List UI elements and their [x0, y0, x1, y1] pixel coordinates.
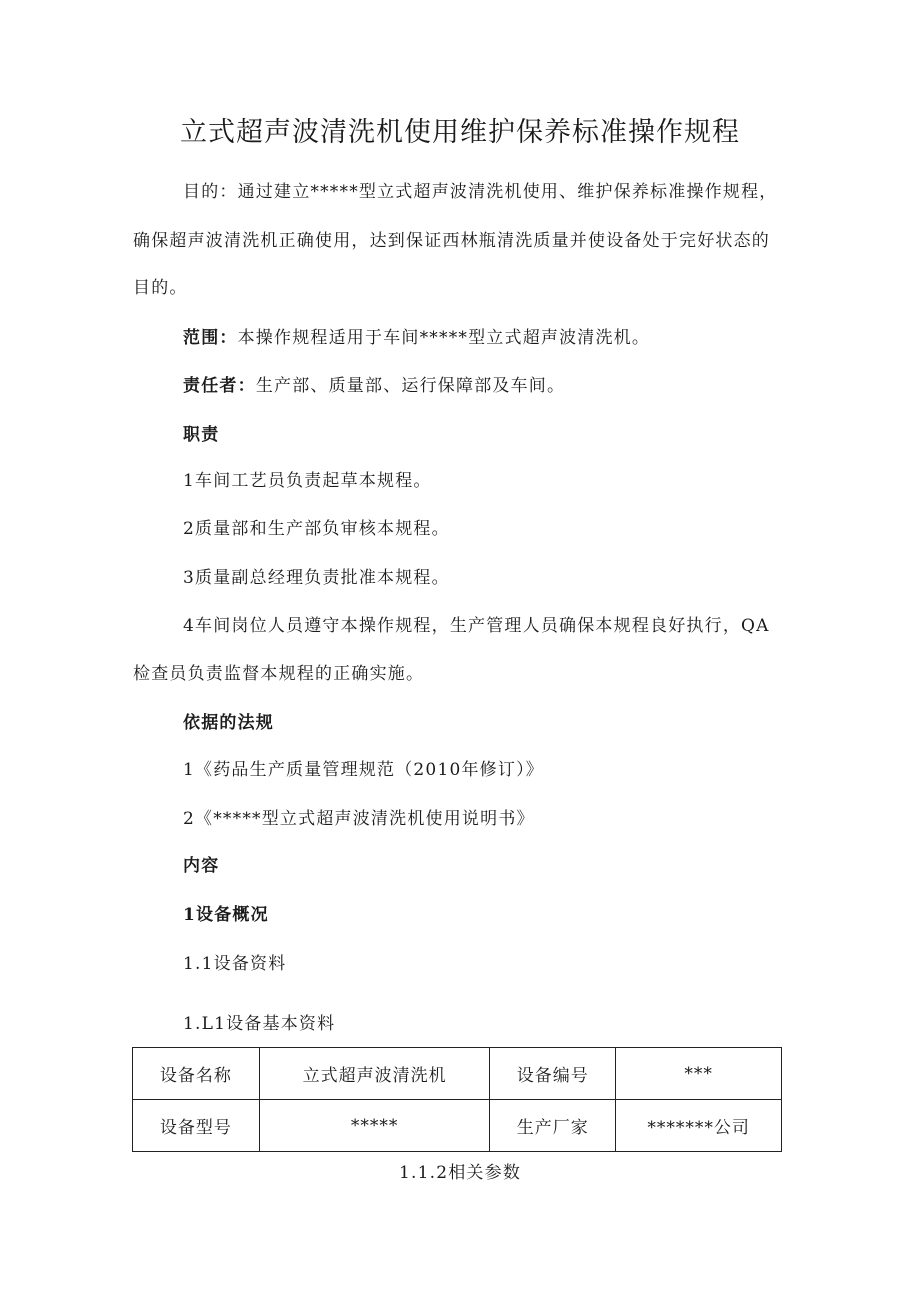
duty-item-3: 3质量副总经理负责批准本规程。: [183, 568, 450, 588]
regulations-heading: 依据的法规: [183, 713, 274, 733]
section-1-1-1-heading: 1.L1设备基本资料: [183, 1014, 336, 1034]
responsibility-paragraph: [183, 373, 565, 399]
document-title: 立式超声波清洗机使用维护保养标准操作规程: [180, 117, 740, 148]
table-row: [133, 1048, 782, 1100]
responsibility-text: 生产部、质量部、运行保障部及车间。: [255, 376, 566, 396]
purpose-line-2: 确保超声波清洗机正确使用，达到保证西林瓶清洗质量并使设备处于完好状态的: [133, 231, 770, 251]
section-1-heading: 1设备概况: [183, 905, 269, 925]
table-cell-equipment-number-value: ***: [616, 1048, 782, 1100]
regulation-item-1: 1《药品生产质量管理规范（2010年修订）》: [183, 760, 544, 780]
table-row: [133, 1100, 782, 1152]
equipment-info-table: [132, 1047, 782, 1152]
table-cell-manufacturer-value: *******公司: [616, 1100, 782, 1152]
scope-label: 范围：: [183, 328, 238, 348]
duty-item-4-line-2: 检查员负责监督本规程的正确实施。: [133, 664, 425, 684]
table-cell-equipment-name-value: 立式超声波清洗机: [259, 1048, 490, 1100]
table-cell-equipment-name-label: 设备名称: [133, 1048, 260, 1100]
duty-item-1: 1车间工艺员负责起草本规程。: [183, 471, 432, 491]
table-cell-equipment-number-label: 设备编号: [490, 1048, 616, 1100]
table-cell-equipment-model-value: *****: [259, 1100, 490, 1152]
regulation-item-2: 2《*****型立式超声波清洗机使用说明书》: [183, 809, 535, 829]
table-cell-manufacturer-label: 生产厂家: [490, 1100, 616, 1152]
section-1-1-heading: 1.1设备资料: [183, 954, 287, 974]
purpose-line-3: 目的。: [133, 278, 188, 298]
purpose-line-1: 目的：通过建立*****型立式超声波清洗机使用、维护保养标准操作规程，: [183, 182, 778, 202]
scope-text: 本操作规程适用于车间*****型立式超声波清洗机。: [237, 328, 651, 348]
duty-item-4-line-1: 4车间岗位人员遵守本操作规程，生产管理人员确保本规程良好执行，QA: [183, 616, 770, 636]
duties-heading: 职责: [183, 425, 220, 445]
scope-paragraph: [183, 325, 650, 351]
responsibility-label: 责任者：: [183, 376, 256, 396]
duty-item-2: 2质量部和生产部负审核本规程。: [183, 519, 450, 539]
table-cell-equipment-model-label: 设备型号: [133, 1100, 260, 1152]
content-heading: 内容: [183, 856, 220, 876]
section-1-1-2-heading: 1.1.2相关参数: [398, 1163, 522, 1183]
